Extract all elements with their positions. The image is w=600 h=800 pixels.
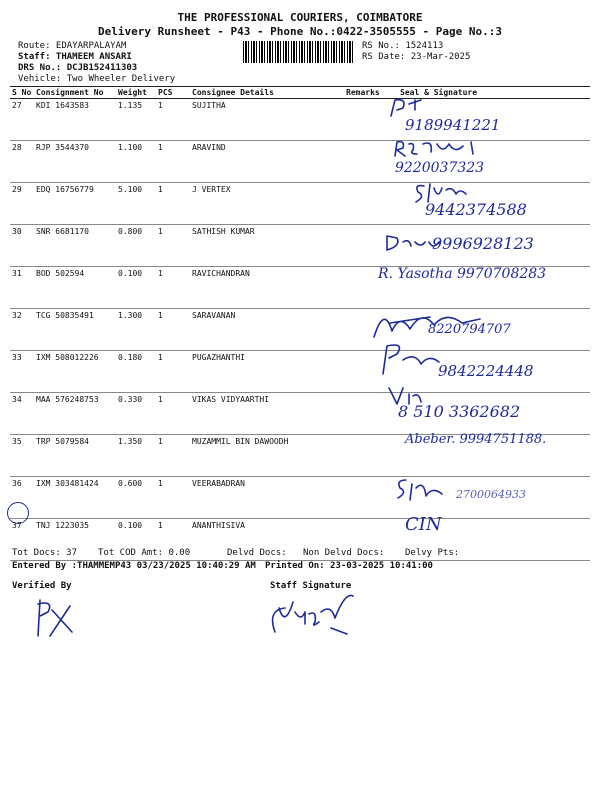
- row-pcs: 1: [156, 267, 190, 309]
- handwriting-29: 9442374588: [425, 200, 527, 219]
- row-pcs: 1: [156, 309, 190, 351]
- row-consignment: TRP 5079584: [34, 435, 116, 477]
- delivery-points: Delvy Pts:: [405, 548, 460, 558]
- col-weight: Weight: [116, 87, 156, 99]
- row-consignee: SUJITHA: [190, 99, 344, 141]
- row-weight: 0.180: [116, 351, 156, 393]
- row-sno: 35: [10, 435, 34, 477]
- company-title: THE PROFESSIONAL COURIERS, COIMBATORE: [177, 11, 423, 24]
- rs-number: RS No.: 1524113: [362, 41, 444, 51]
- row-pcs: 1: [156, 225, 190, 267]
- row-pcs: 1: [156, 183, 190, 225]
- handwriting-30: 9996928123: [432, 234, 534, 253]
- signature-28: [393, 138, 513, 160]
- row-pcs: 1: [156, 351, 190, 393]
- row-consignment: TNJ 1223035: [34, 519, 116, 561]
- handwriting-35: Abeber. 9994751188.: [405, 432, 547, 447]
- runsheet-subtitle: Delivery Runsheet - P43 - Phone No.:0422-3505555 - Page No.:3: [98, 25, 502, 38]
- row-consignee: J VERTEX: [190, 183, 344, 225]
- total-docs: Tot Docs: 37: [12, 548, 78, 558]
- row-remarks: [344, 183, 398, 225]
- table-row: [10, 519, 590, 561]
- row-weight: 0.800: [116, 225, 156, 267]
- circle-mark: [7, 502, 29, 524]
- handwriting-33: 9842224448: [438, 362, 534, 380]
- table-header-row: [10, 87, 590, 99]
- col-sno: S No: [10, 87, 34, 99]
- row-pcs: 1: [156, 141, 190, 183]
- row-consignee: RAVICHANDRAN: [190, 267, 344, 309]
- signature-36: [392, 476, 452, 504]
- row-sno: 33: [10, 351, 34, 393]
- row-weight: 0.330: [116, 393, 156, 435]
- row-weight: 0.100: [116, 519, 156, 561]
- printed-on: Printed On: 23-03-2025 10:41:00: [265, 561, 433, 571]
- row-consignment: MAA 576248753: [34, 393, 116, 435]
- row-sno: 27: [10, 99, 34, 141]
- row-weight: 1.100: [116, 141, 156, 183]
- row-consignment: IXM 508012226: [34, 351, 116, 393]
- col-seal-signature: Seal & Signature: [398, 87, 590, 99]
- signature-33: [375, 340, 445, 376]
- row-pcs: 1: [156, 435, 190, 477]
- row-sno: 31: [10, 267, 34, 309]
- row-sno: 29: [10, 183, 34, 225]
- row-consignee: VIKAS VIDYAARTHI: [190, 393, 344, 435]
- total-cod: Tot COD Amt: 0.00: [98, 548, 191, 558]
- row-pcs: 1: [156, 99, 190, 141]
- drs-number: DRS No.: DCJB152411303: [18, 63, 138, 73]
- rs-date: RS Date: 23-Mar-2025: [362, 52, 471, 62]
- row-consignment: IXM 303481424: [34, 477, 116, 519]
- row-consignee: SATHISH KUMAR: [190, 225, 344, 267]
- staff-signature: [265, 588, 365, 648]
- entered-by: Entered By :THAMMEMP43 03/23/2025 10:40:29 AM: [12, 561, 256, 571]
- row-pcs: 1: [156, 477, 190, 519]
- handwriting-32: 8220794707: [428, 322, 511, 337]
- row-weight: 0.600: [116, 477, 156, 519]
- staff-signature-label: Staff Signature: [270, 581, 352, 591]
- row-consignment: KDI 1643583: [34, 99, 116, 141]
- row-sno: 37: [10, 519, 34, 561]
- row-pcs: 1: [156, 519, 190, 561]
- row-pcs: 1: [156, 393, 190, 435]
- non-delivered-docs: Non Delvd Docs:: [303, 548, 385, 558]
- row-consignee: VEERABADRAN: [190, 477, 344, 519]
- row-remarks: [344, 141, 398, 183]
- row-remarks: [344, 477, 398, 519]
- table-row: [10, 99, 590, 141]
- handwriting-34: 8 510 3362682: [398, 402, 521, 421]
- row-consignee: PUGAZHANTHI: [190, 351, 344, 393]
- handwriting-36: 2700064933: [456, 488, 526, 501]
- col-consignee: Consignee Details: [190, 87, 344, 99]
- row-consignment: RJP 3544370: [34, 141, 116, 183]
- row-weight: 5.100: [116, 183, 156, 225]
- handwriting-37: CIN: [405, 514, 442, 535]
- barcode: [243, 41, 355, 63]
- handwriting-31: R. Yasotha 9970708283: [378, 266, 547, 282]
- row-sno: 36: [10, 477, 34, 519]
- row-weight: 1.350: [116, 435, 156, 477]
- row-sno: 30: [10, 225, 34, 267]
- verified-by-label: Verified By: [12, 581, 72, 591]
- delivered-docs: Delvd Docs:: [227, 548, 287, 558]
- row-weight: 0.100: [116, 267, 156, 309]
- staff: Staff: THAMEEM ANSARI: [18, 52, 132, 62]
- row-sno: 34: [10, 393, 34, 435]
- row-sno: 28: [10, 141, 34, 183]
- row-consignee: MUZAMMIL BIN DAWOODH: [190, 435, 344, 477]
- route: Route: EDAYARPALAYAM: [18, 41, 127, 51]
- row-consignment: BOD 502594: [34, 267, 116, 309]
- row-weight: 1.300: [116, 309, 156, 351]
- row-weight: 1.135: [116, 99, 156, 141]
- row-consignee: ARAVIND: [190, 141, 344, 183]
- vehicle: Vehicle: Two Wheeler Delivery: [18, 74, 176, 84]
- col-remarks: Remarks: [344, 87, 398, 99]
- row-consignment: SNR 6681170: [34, 225, 116, 267]
- row-consignee: SARAVANAN: [190, 309, 344, 351]
- handwriting-28: 9220037323: [395, 160, 485, 176]
- row-sno: 32: [10, 309, 34, 351]
- row-consignment: TCG 50835491: [34, 309, 116, 351]
- row-consignment: EDQ 16756779: [34, 183, 116, 225]
- handwriting-27: 9189941221: [405, 116, 501, 134]
- row-remarks: [344, 435, 398, 477]
- row-consignee: ANANTHISIVA: [190, 519, 344, 561]
- col-consignment: Consignment No: [34, 87, 116, 99]
- col-pcs: PCS: [156, 87, 190, 99]
- verified-signature: [28, 596, 78, 640]
